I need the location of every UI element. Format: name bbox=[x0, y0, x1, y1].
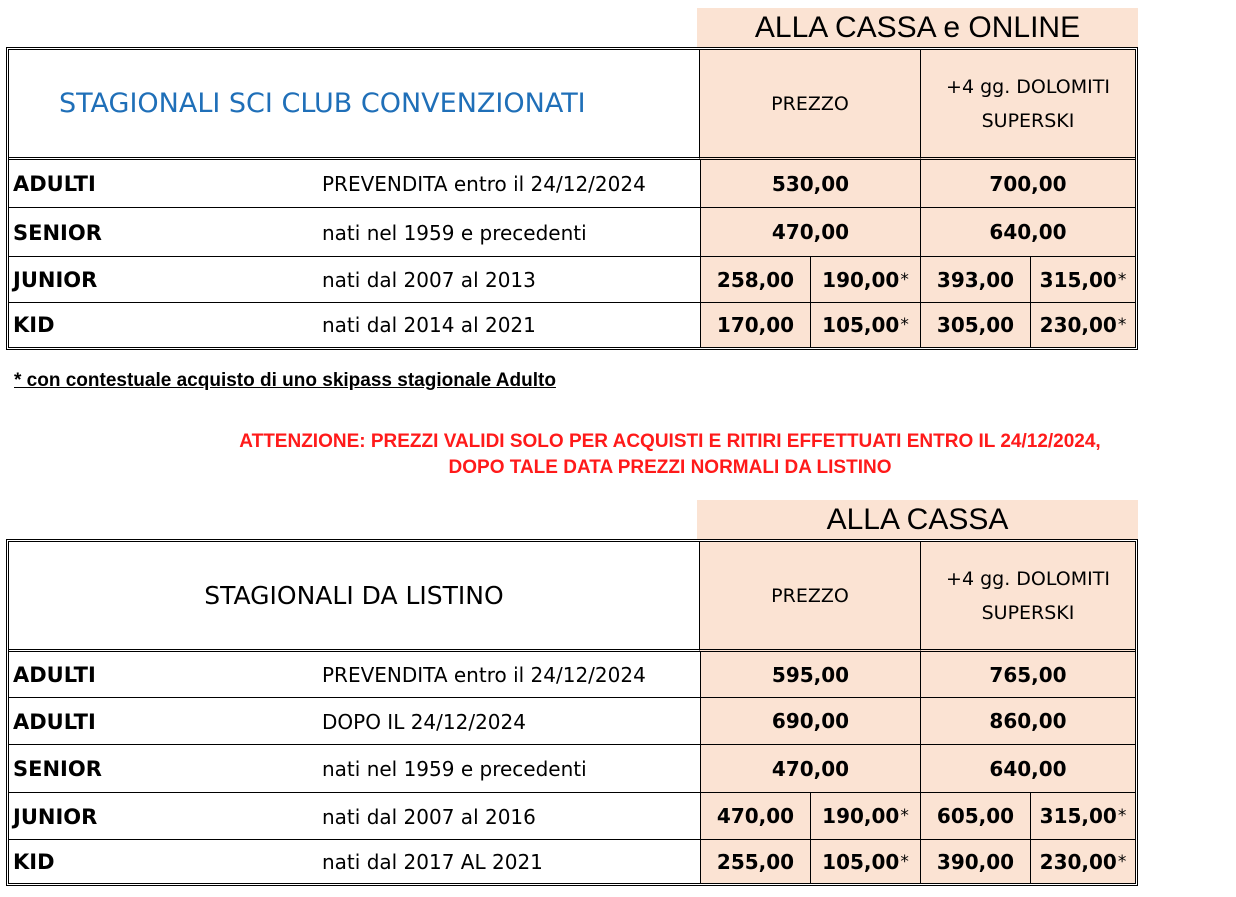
dolomiti-price-cell: 305,00 bbox=[920, 303, 1030, 347]
footnote-star: * bbox=[1117, 315, 1127, 335]
price-combo-value: 190,00 bbox=[822, 804, 900, 828]
price-combo-value: 105,00 bbox=[822, 313, 900, 337]
dolomiti-price-cell: 393,00 bbox=[920, 257, 1030, 303]
row-label: ADULTI bbox=[13, 709, 96, 734]
dolomiti-price-cell: 640,00 bbox=[920, 745, 1135, 793]
table2-col-price: PREZZO bbox=[700, 542, 920, 652]
dolomiti-combo-value: 230,00 bbox=[1039, 313, 1117, 337]
price-combo-value: 190,00 bbox=[822, 267, 900, 292]
row-description: nati dal 2017 AL 2021 bbox=[322, 849, 543, 874]
row-label: KID bbox=[13, 313, 55, 337]
table1-col-dolomiti bbox=[920, 50, 1135, 160]
warning-notice bbox=[100, 429, 1236, 481]
row-label: JUNIOR bbox=[13, 804, 98, 829]
dolomiti-price-cell: 640,00 bbox=[920, 208, 1135, 257]
table1-col-dolomiti-line2: SUPERSKI bbox=[981, 109, 1075, 132]
row-label: ADULTI bbox=[13, 172, 96, 196]
footnote-star: * bbox=[1117, 851, 1127, 872]
table1-season-pass-club bbox=[6, 47, 1138, 350]
price-cell: 258,00 bbox=[700, 257, 810, 303]
row-description: PREVENDITA entro il 24/12/2024 bbox=[322, 663, 646, 687]
price-cell: 595,00 bbox=[700, 652, 920, 698]
row-label: ADULTI bbox=[13, 663, 96, 687]
warning-line2: DOPO TALE DATA PREZZI NORMALI DA LISTINO bbox=[448, 457, 892, 478]
dolomiti-combo-value: 315,00 bbox=[1039, 804, 1117, 828]
dolomiti-combo-cell bbox=[1030, 257, 1135, 303]
price-combo-cell bbox=[810, 793, 920, 840]
dolomiti-combo-cell bbox=[1030, 303, 1135, 347]
price-cell: 530,00 bbox=[700, 160, 920, 208]
footnote-star: * bbox=[1117, 269, 1127, 290]
row-description: nati dal 2014 al 2021 bbox=[322, 313, 536, 337]
table2-band-header: ALLA CASSA bbox=[697, 500, 1138, 540]
table2-title: STAGIONALI DA LISTINO bbox=[9, 542, 700, 652]
price-cell: 690,00 bbox=[700, 698, 920, 745]
warning-line1: ATTENZIONE: PREZZI VALIDI SOLO PER ACQUISTI E RITIRI EFFETTUATI ENTRO IL 24/12/2024, bbox=[239, 431, 1101, 452]
row-label: KID bbox=[13, 849, 55, 874]
price-combo-value: 105,00 bbox=[822, 849, 900, 874]
dolomiti-price-cell: 700,00 bbox=[920, 160, 1135, 208]
price-combo-cell bbox=[810, 303, 920, 347]
price-cell: 470,00 bbox=[700, 745, 920, 793]
price-combo-cell bbox=[810, 840, 920, 883]
row-description: nati dal 2007 al 2013 bbox=[322, 268, 536, 292]
dolomiti-combo-cell bbox=[1030, 793, 1135, 840]
footnote-star: * bbox=[900, 269, 909, 290]
footnote-star: * bbox=[900, 851, 909, 872]
footnote-star: * bbox=[900, 806, 909, 826]
price-combo-cell bbox=[810, 257, 920, 303]
table1-band-header: ALLA CASSA e ONLINE bbox=[697, 8, 1138, 48]
price-cell: 470,00 bbox=[700, 793, 810, 840]
price-cell: 255,00 bbox=[700, 840, 810, 883]
row-description: DOPO IL 24/12/2024 bbox=[322, 709, 526, 734]
row-description: PREVENDITA entro il 24/12/2024 bbox=[322, 172, 646, 196]
dolomiti-price-cell: 860,00 bbox=[920, 698, 1135, 745]
table2-col-dolomiti bbox=[920, 542, 1135, 652]
row-label: JUNIOR bbox=[13, 268, 98, 292]
dolomiti-price-cell: 605,00 bbox=[920, 793, 1030, 840]
dolomiti-combo-value: 315,00 bbox=[1039, 267, 1117, 292]
table1-col-dolomiti-line1: +4 gg. DOLOMITI bbox=[946, 75, 1110, 98]
table1-col-price: PREZZO bbox=[700, 50, 920, 160]
table2-col-dolomiti-line2: SUPERSKI bbox=[981, 601, 1075, 624]
price-cell: 470,00 bbox=[700, 208, 920, 257]
footnote-star: * bbox=[900, 315, 909, 335]
dolomiti-price-cell: 765,00 bbox=[920, 652, 1135, 698]
row-description: nati dal 2007 al 2016 bbox=[322, 804, 536, 829]
row-label: SENIOR bbox=[13, 220, 102, 245]
footnote-star: * bbox=[1117, 806, 1127, 826]
dolomiti-combo-cell bbox=[1030, 840, 1135, 883]
table1-title: STAGIONALI SCI CLUB CONVENZIONATI bbox=[9, 50, 700, 160]
dolomiti-combo-value: 230,00 bbox=[1039, 849, 1117, 874]
table2-season-pass-list bbox=[6, 539, 1138, 886]
row-description: nati nel 1959 e precedenti bbox=[322, 757, 587, 781]
dolomiti-price-cell: 390,00 bbox=[920, 840, 1030, 883]
row-description: nati nel 1959 e precedenti bbox=[322, 220, 587, 245]
footnote-text: * con contestuale acquisto di uno skipass stagionale Adulto bbox=[14, 370, 556, 391]
table2-col-dolomiti-line1: +4 gg. DOLOMITI bbox=[946, 567, 1110, 590]
price-cell: 170,00 bbox=[700, 303, 810, 347]
row-label: SENIOR bbox=[13, 757, 102, 781]
